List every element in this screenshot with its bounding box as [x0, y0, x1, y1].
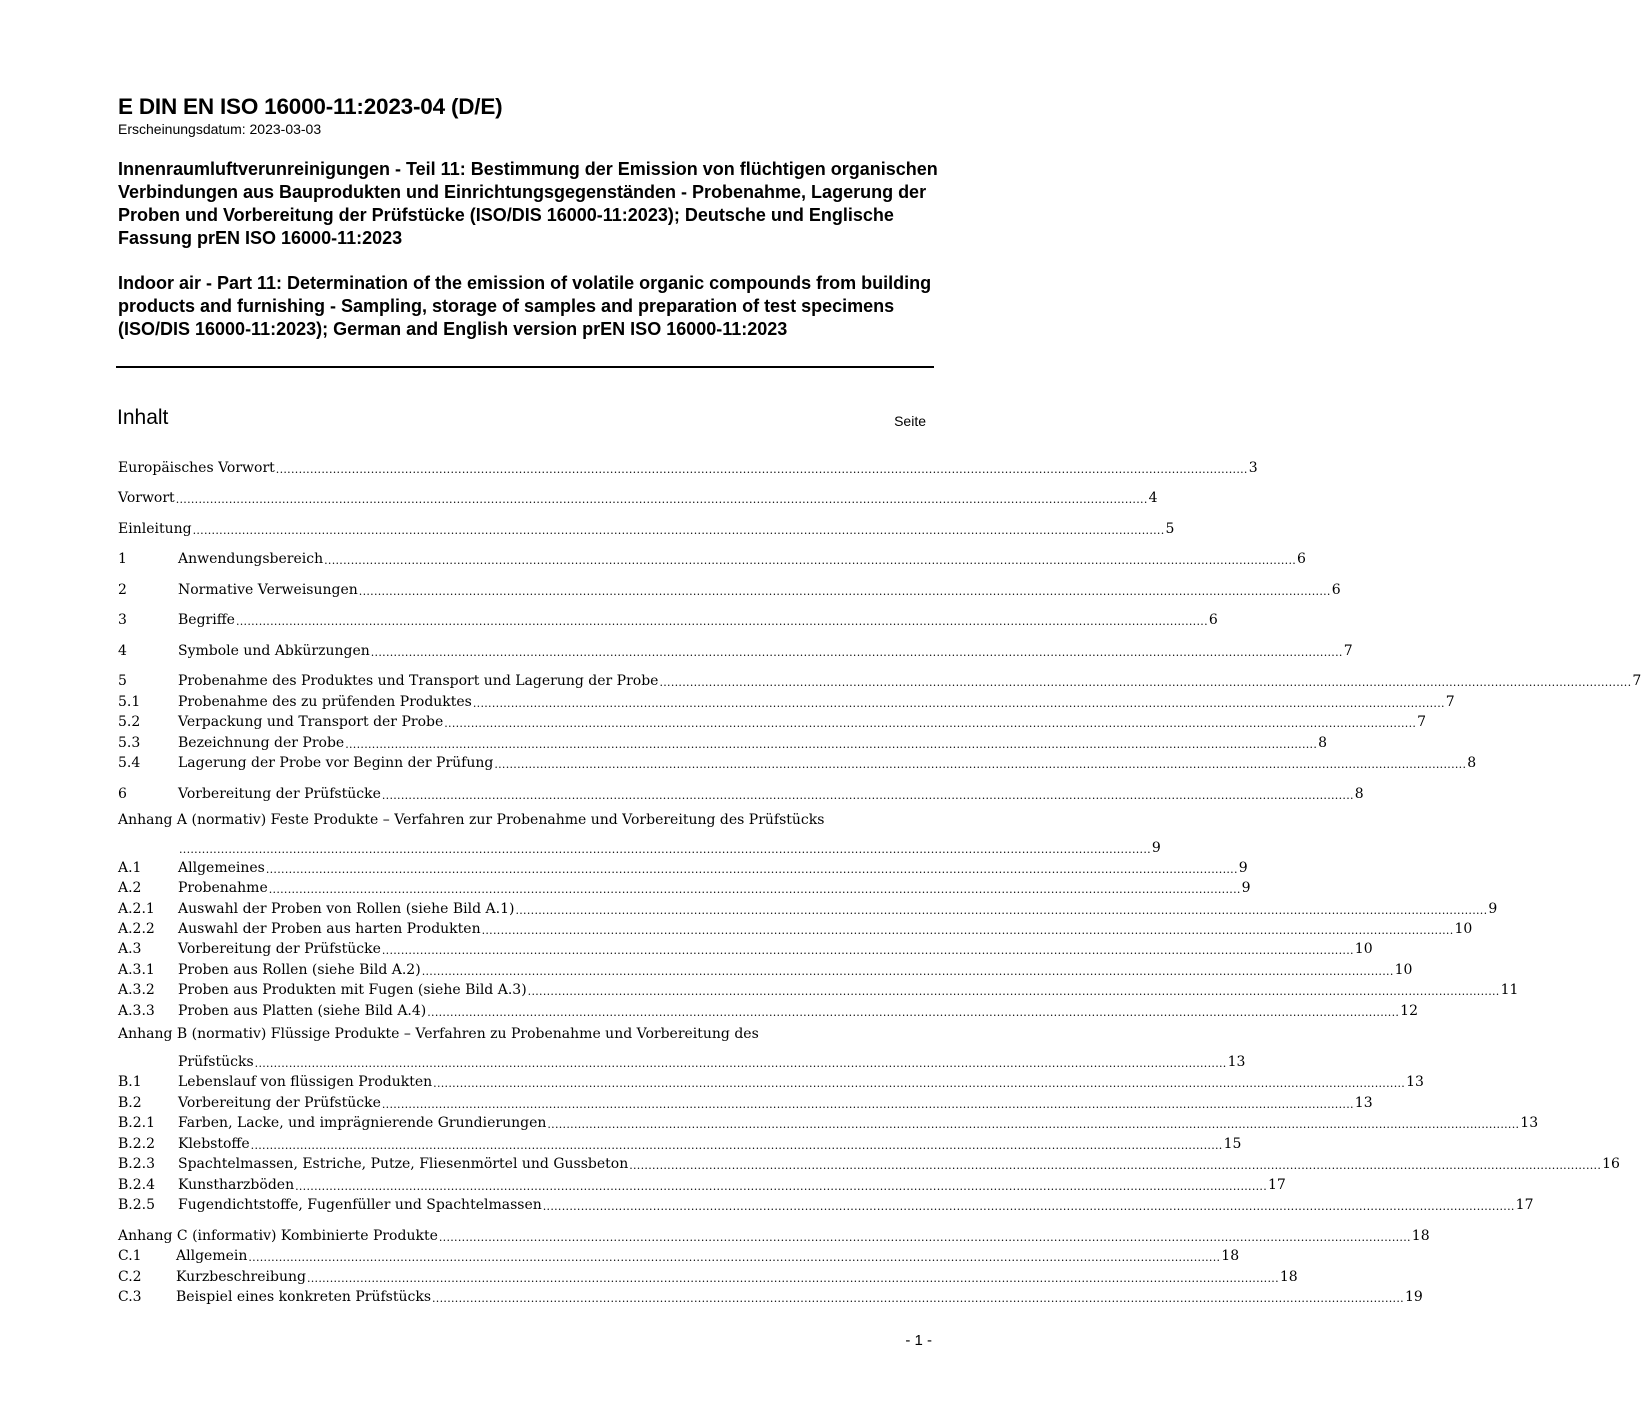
toc-dot-leader: [439, 1231, 1411, 1244]
toc-entry[interactable]: [118, 456, 1258, 476]
toc-entry[interactable]: [118, 978, 1519, 998]
toc-entry[interactable]: [118, 1050, 1246, 1070]
toc-entry[interactable]: [118, 1091, 1373, 1111]
toc-dot-leader: [248, 1251, 1220, 1264]
toc-entry-number: 3: [118, 612, 127, 628]
toc-entry[interactable]: [118, 1224, 1430, 1244]
toc-dot-leader: [276, 463, 1248, 476]
toc-entry[interactable]: [118, 639, 1353, 659]
toc-entry[interactable]: [118, 1132, 1242, 1152]
toc-entry-page: 17: [1268, 1177, 1286, 1193]
toc-entry-number: B.2.5: [118, 1197, 156, 1213]
toc-entry-number: 6: [118, 786, 127, 802]
toc-dot-leader: [236, 615, 1208, 628]
toc-entry-number: A.2.1: [118, 901, 155, 917]
toc-entry-title: Europäisches Vorwort: [118, 460, 275, 476]
toc-entry-title: Allgemein: [176, 1248, 248, 1264]
toc-entry-title: Vorbereitung der Prüfstücke: [178, 1095, 381, 1111]
toc-entry[interactable]: [118, 486, 1158, 506]
toc-entry[interactable]: [118, 1193, 1534, 1213]
toc-entry-title: Probenahme des zu prüfenden Produktes: [178, 694, 472, 710]
toc-entry[interactable]: [118, 937, 1373, 957]
toc-dot-leader: [359, 585, 1331, 598]
toc-entry-number: A.3.1: [118, 962, 155, 978]
toc-entry-page: 9: [1238, 860, 1248, 876]
toc-dot-leader: [515, 904, 1487, 917]
toc-entry-title: Normative Verweisungen: [178, 582, 358, 598]
toc-entry-page: 15: [1223, 1136, 1242, 1152]
toc-entry-number: 5.2: [118, 714, 141, 730]
toc-entry-title: Verpackung und Transport der Probe: [178, 714, 444, 730]
toc-entry[interactable]: [118, 608, 1218, 628]
toc-entry-title: Vorwort: [118, 490, 175, 506]
toc-entry-page: 6: [1331, 582, 1341, 598]
toc-dot-leader: [255, 1057, 1227, 1070]
toc-entry[interactable]: [118, 1244, 1240, 1264]
toc-entry-number: 5: [118, 673, 127, 689]
toc-entry-title: Klebstoffe: [178, 1136, 250, 1152]
toc-page-column-label: Seite: [894, 413, 926, 429]
toc-entry[interactable]: [118, 1152, 1620, 1172]
toc-entry-page: 13: [1520, 1115, 1539, 1131]
toc-entry-number: A.3.3: [118, 1003, 155, 1019]
toc-entry-title: Fugendichtstoffe, Fugenfüller und Spachtelmassen: [178, 1197, 542, 1213]
toc-entry-number: B.2.2: [118, 1136, 156, 1152]
toc-entry-title: Lagerung der Probe vor Beginn der Prüfung: [178, 755, 494, 771]
toc-entry-page: 13: [1406, 1074, 1424, 1090]
toc-entry-number: A.1: [118, 860, 142, 876]
toc-entry-title: Probenahme des Produktes und Transport und Lagerung der Probe: [178, 673, 659, 689]
toc-entry-page: 7: [1445, 694, 1455, 710]
toc-dot-leader: [307, 1272, 1279, 1285]
toc-entry-title: Lebenslauf von flüssigen Produkten: [178, 1074, 433, 1090]
toc-entry[interactable]: [118, 517, 1175, 537]
toc-entry-title: Symbole und Abkürzungen: [178, 643, 370, 659]
toc-entry[interactable]: [118, 1173, 1286, 1193]
toc-dot-leader: [482, 924, 1454, 937]
toc-entry[interactable]: [118, 1285, 1423, 1305]
toc-entry[interactable]: [118, 1070, 1424, 1090]
toc-entry[interactable]: [118, 547, 1306, 567]
toc-entry-page: 10: [1454, 921, 1473, 937]
toc-entry-number: B.2.4: [118, 1177, 156, 1193]
toc-dot-leader: [324, 554, 1296, 567]
toc-entry[interactable]: [118, 1265, 1298, 1285]
toc-entry-number: B.1: [118, 1074, 142, 1090]
toc-entry-title: Anhang B (normativ) Flüssige Produkte – Verfahren zu Probenahme und Vorbereitung des: [118, 1026, 759, 1042]
toc-entry-title: Kunstharzböden: [178, 1177, 295, 1193]
document-id: E DIN EN ISO 16000-11:2023-04 (D/E): [118, 94, 503, 119]
toc-entry-title: Begriffe: [178, 612, 235, 628]
toc-entry-page: 6: [1297, 551, 1306, 567]
toc-entry-page: 8: [1467, 755, 1477, 771]
toc-entry-title: Spachtelmassen, Estriche, Putze, Fliesenmörtel und Gussbeton: [178, 1156, 629, 1172]
toc-dot-leader: [269, 883, 1241, 896]
publication-date: Erscheinungsdatum: 2023-03-03: [118, 121, 322, 137]
toc-entry[interactable]: [118, 876, 1251, 896]
toc-entry-title: Proben aus Produkten mit Fugen (siehe Bild A.3): [178, 982, 527, 998]
toc-entry-page: 4: [1148, 490, 1158, 506]
toc-entry[interactable]: [118, 669, 1641, 689]
toc-entry-number: 5.3: [118, 735, 141, 751]
toc-entry[interactable]: [118, 782, 1364, 802]
toc-entry-title: Proben aus Rollen (siehe Bild A.2): [178, 962, 421, 978]
toc-entry-title: Anhang A (normativ) Feste Produkte – Verfahren zur Probenahme und Vorbereitung des Prüfstücks: [118, 812, 825, 828]
toc-entry-title: Anwendungsbereich: [178, 551, 324, 567]
toc-entry-title: Probenahme: [178, 880, 268, 896]
toc-entry-title: Proben aus Platten (siehe Bild A.4): [178, 1003, 427, 1019]
toc-entry-page: 5: [1165, 521, 1175, 537]
toc-entry-page: 8: [1354, 786, 1364, 802]
toc-dot-leader: [295, 1180, 1267, 1193]
toc-entry-number: C.1: [118, 1248, 142, 1264]
toc-dot-leader: [629, 1159, 1601, 1172]
toc-entry-title: Auswahl der Proben aus harten Produkten: [178, 921, 481, 937]
toc-entry-title: Allgemeines: [178, 860, 265, 876]
toc-entry-page: 7: [1417, 714, 1427, 730]
toc-dot-leader: [494, 758, 1466, 771]
toc-entry-title-continuation: Prüfstücks: [178, 1054, 254, 1070]
toc-entry-page: 9: [1488, 901, 1498, 917]
toc-entry-page: 18: [1411, 1228, 1430, 1244]
toc-entry-page: 18: [1279, 1269, 1298, 1285]
toc-entry[interactable]: [118, 836, 1161, 856]
toc-entry-number: B.2: [118, 1095, 142, 1111]
toc-dot-leader: [176, 493, 1148, 506]
toc-dot-leader: [528, 985, 1500, 998]
toc-entry-page: 7: [1632, 673, 1641, 689]
toc-dot-leader: [266, 863, 1238, 876]
toc-entry-page: 13: [1354, 1095, 1373, 1111]
toc-entry[interactable]: [118, 731, 1328, 751]
toc-entry[interactable]: [118, 856, 1248, 876]
toc-entry-page: 11: [1500, 982, 1519, 998]
toc-entry-number: 2: [118, 582, 127, 598]
toc-entry-page: 10: [1354, 941, 1373, 957]
toc-dot-leader: [422, 965, 1394, 978]
toc-entry-number: A.3.2: [118, 982, 155, 998]
toc-entry-number: 1: [118, 551, 127, 567]
toc-entry[interactable]: [118, 751, 1477, 771]
toc-entry-page: 18: [1221, 1248, 1240, 1264]
toc-entry-number: C.3: [118, 1289, 142, 1305]
toc-entry-page: 17: [1515, 1197, 1534, 1213]
toc-entry[interactable]: [118, 999, 1418, 1019]
toc-entry-page: 12: [1400, 1003, 1418, 1019]
toc-entry-number: B.2.3: [118, 1156, 156, 1172]
toc-heading: Inhalt: [117, 406, 169, 429]
toc-entry-title: Vorbereitung der Prüfstücke: [178, 786, 381, 802]
toc-entry-page: 6: [1208, 612, 1218, 628]
toc-dot-leader: [427, 1006, 1399, 1019]
toc-dot-leader: [444, 717, 1416, 730]
toc-entry-title: Anhang C (informativ) Kombinierte Produkte: [118, 1228, 438, 1244]
toc-entry-number: 5.4: [118, 755, 141, 771]
toc-dot-leader: [345, 738, 1317, 751]
toc-entry-title: Bezeichnung der Probe: [178, 735, 345, 751]
toc-entry-page: 9: [1151, 840, 1161, 856]
toc-dot-leader: [432, 1292, 1404, 1305]
toc-entry[interactable]: [118, 1111, 1539, 1131]
toc-dot-leader: [473, 697, 1445, 710]
toc-entry-number: C.2: [118, 1269, 142, 1285]
toc-entry-page: 9: [1241, 880, 1251, 896]
toc-entry[interactable]: [118, 578, 1341, 598]
toc-entry-page: 16: [1602, 1156, 1620, 1172]
toc-dot-leader: [382, 944, 1354, 957]
toc-dot-leader: [179, 843, 1151, 856]
toc-entry-page: 10: [1394, 962, 1413, 978]
toc-dot-leader: [382, 1098, 1354, 1111]
toc-entry-title: Einleitung: [118, 521, 192, 537]
page-number: - 1 -: [905, 1332, 932, 1349]
toc-entry[interactable]: [118, 690, 1455, 710]
toc-dot-leader: [547, 1118, 1519, 1131]
title-german: Innenraumluftverunreinigungen - Teil 11: Bestimmung der Emission von flüchtigen organischen Verbindungen aus Bauprodukten und Einrichtungsgegenständen - Probenahme, Lagerung der Proben und Vorbereitung der Prüfstücke (ISO/DIS 16000-11:2023); Deutsche und Englische Fassung prEN ISO 16000-11:2023: [118, 159, 938, 248]
toc-entry[interactable]: [118, 958, 1413, 978]
title-english: Indoor air - Part 11: Determination of the emission of volatile organic compounds from building products and furnishing - Sampling, storage of samples and preparation of test specimens (ISO/DIS 16000-11:2023); German and English version prEN ISO 16000-11:2023: [118, 273, 932, 339]
table-of-contents: [118, 0, 1641, 1403]
toc-dot-leader: [543, 1200, 1515, 1213]
toc-entry-number: A.2: [118, 880, 142, 896]
toc-dot-leader: [659, 676, 1631, 689]
toc-dot-leader: [251, 1139, 1223, 1152]
toc-entry-number: 5.1: [118, 694, 141, 710]
toc-dot-leader: [193, 524, 1165, 537]
toc-entry-title: Vorbereitung der Prüfstücke: [178, 941, 381, 957]
toc-entry[interactable]: [118, 897, 1498, 917]
toc-entry-title: Beispiel eines konkreten Prüfstücks: [176, 1289, 432, 1305]
toc-entry-title: Auswahl der Proben von Rollen (siehe Bild A.1): [178, 901, 515, 917]
toc-entry-number: 4: [118, 643, 127, 659]
toc-entry-title: Kurzbeschreibung: [176, 1269, 306, 1285]
toc-entry-page: 13: [1227, 1054, 1246, 1070]
toc-entry-number: B.2.1: [118, 1115, 156, 1131]
toc-entry-number: A.2.2: [118, 921, 155, 937]
toc-entry[interactable]: [118, 917, 1473, 937]
toc-entry-page: 7: [1343, 643, 1353, 659]
toc-dot-leader: [382, 789, 1354, 802]
toc-dot-leader: [371, 646, 1343, 659]
toc-dot-leader: [433, 1077, 1405, 1090]
toc-entry-number: A.3: [118, 941, 142, 957]
toc-entry-page: 3: [1248, 460, 1258, 476]
toc-entry[interactable]: [118, 710, 1427, 730]
toc-entry-page: 19: [1404, 1289, 1423, 1305]
toc-entry-page: 8: [1318, 735, 1328, 751]
toc-entry-title: Farben, Lacke, und imprägnierende Grundierungen: [178, 1115, 547, 1131]
